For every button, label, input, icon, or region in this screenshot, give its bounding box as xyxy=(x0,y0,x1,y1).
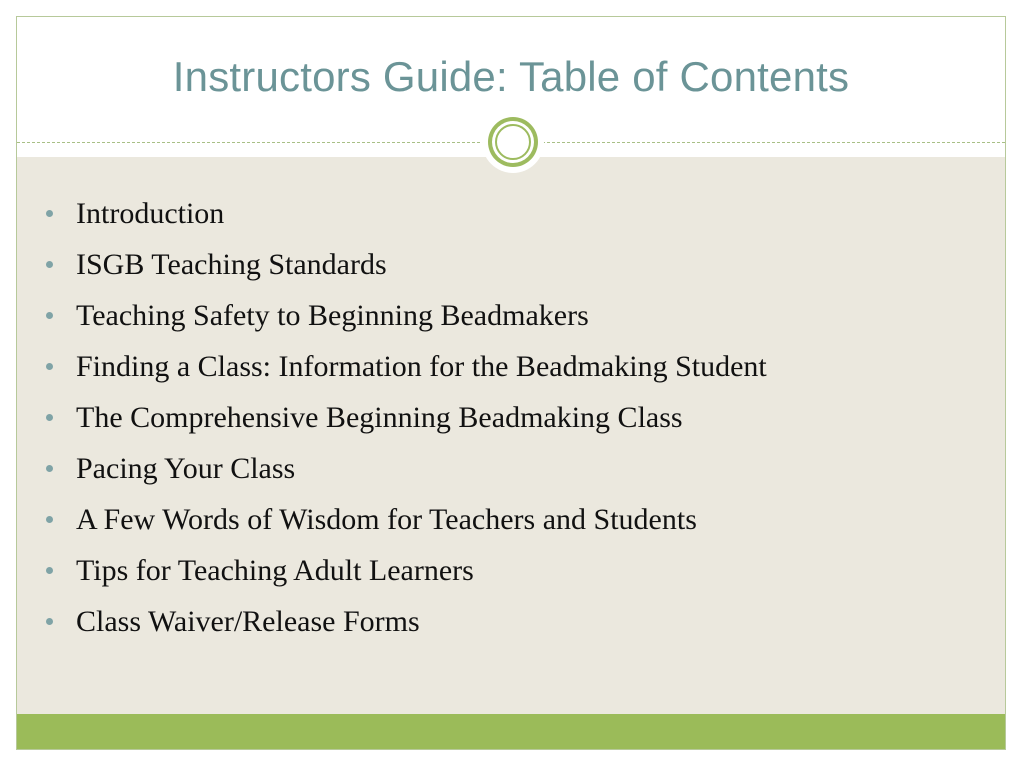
toc-item-label: Finding a Class: Information for the Beadmaking Student xyxy=(76,350,767,383)
toc-item-teaching-safety xyxy=(40,298,767,349)
toc-item-introduction xyxy=(40,196,767,247)
bullet-icon xyxy=(46,363,53,370)
toc-item-label: ISGB Teaching Standards xyxy=(76,248,387,281)
slide-title: Instructors Guide: Table of Contents xyxy=(172,53,850,100)
toc-item-label: Introduction xyxy=(76,197,225,230)
bullet-icon xyxy=(46,414,53,421)
toc-item-label: Teaching Safety to Beginning Beadmakers xyxy=(76,299,589,332)
toc-item-words-of-wisdom xyxy=(40,502,767,553)
toc-item-teaching-standards xyxy=(40,247,767,298)
toc-item-label: Pacing Your Class xyxy=(76,452,296,485)
footer-bar xyxy=(17,714,1005,749)
toc-item-adult-learners xyxy=(40,553,767,604)
bullet-icon xyxy=(46,516,53,523)
toc-item-label: Class Waiver/Release Forms xyxy=(76,605,420,638)
bullet-icon xyxy=(46,210,53,217)
toc-item-label: A Few Words of Wisdom for Teachers and Students xyxy=(76,503,697,536)
toc-item-waiver-forms xyxy=(40,604,767,655)
bullet-icon xyxy=(46,465,53,472)
toc-item-pacing xyxy=(40,451,767,502)
bullet-icon xyxy=(46,567,53,574)
toc-item-label: Tips for Teaching Adult Learners xyxy=(76,554,474,587)
toc-item-comprehensive-class xyxy=(40,400,767,451)
circle-ornament-icon xyxy=(482,111,544,173)
bullet-icon xyxy=(46,261,53,268)
bullet-icon xyxy=(46,618,53,625)
bullet-icon xyxy=(46,312,53,319)
table-of-contents-list xyxy=(40,196,767,655)
toc-item-finding-a-class xyxy=(40,349,767,400)
toc-item-label: The Comprehensive Beginning Beadmaking Class xyxy=(76,401,683,434)
